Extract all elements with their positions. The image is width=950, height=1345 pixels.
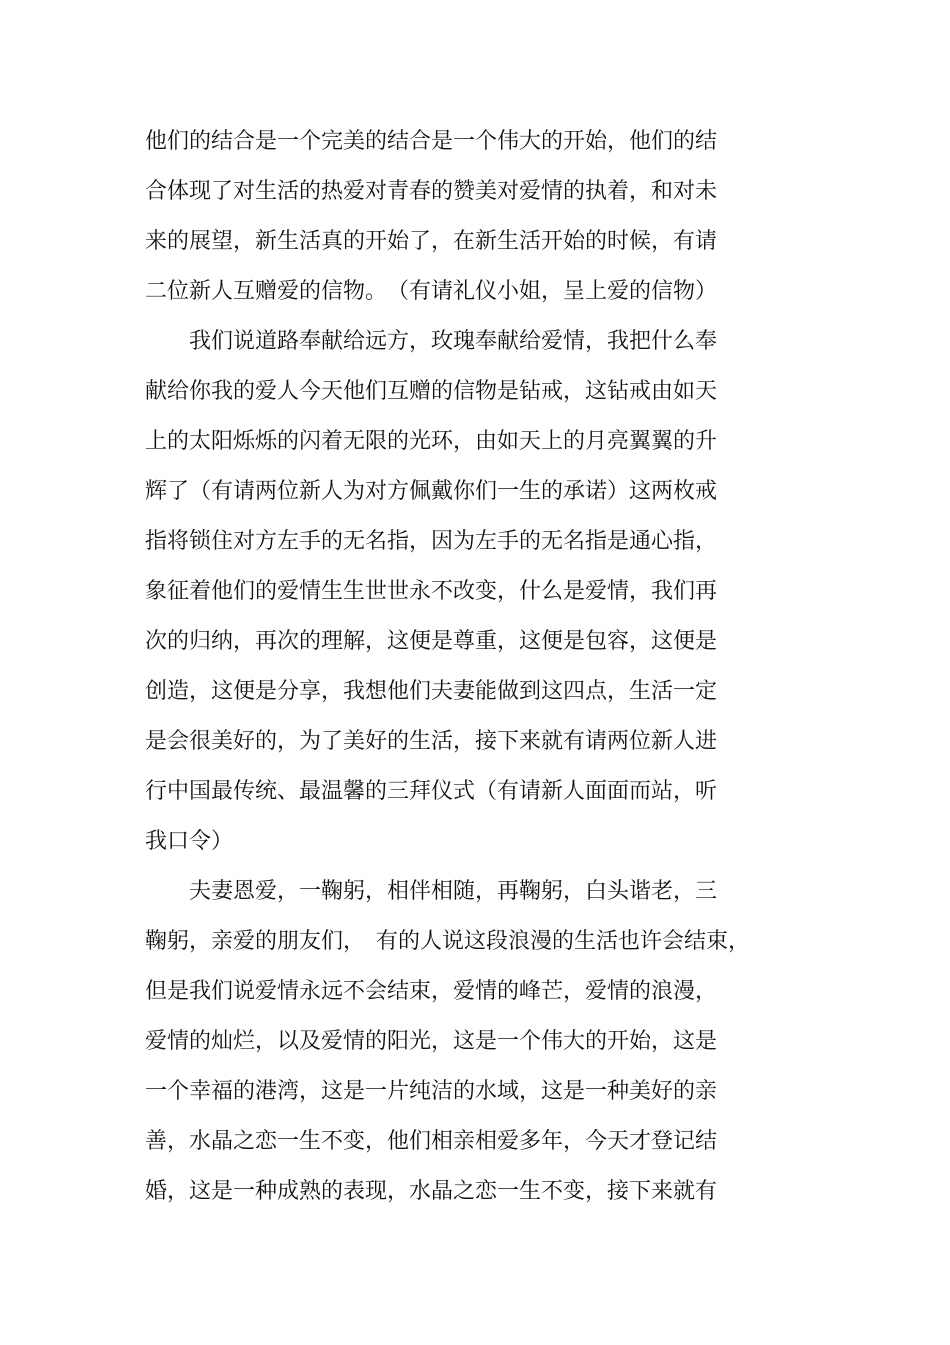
text-line: 善，水晶之恋一生不变，他们相亲相爱多年，今天才登记结: [145, 1129, 718, 1154]
text-line: 一个幸福的港湾，这是一片纯洁的水域，这是一种美好的亲: [145, 1079, 718, 1104]
text-line: 我口令）: [145, 829, 234, 854]
text-line: 二位新人互赠爱的信物。 （有请礼仪小姐，呈上爱的信物）: [145, 279, 718, 304]
text-line: 但是我们说爱情永远不会结束，爱情的峰芒，爱情的浪漫，: [145, 979, 718, 1004]
text-line: 次的归纳，再次的理解，这便是尊重，这便是包容，这便是: [145, 629, 718, 654]
text-line: 辉了（有请两位新人为对方佩戴你们一生的承诺）这两枚戒: [145, 479, 718, 504]
text-line: 我们说道路奉献给远方，玫瑰奉献给爱情，我把什么奉: [145, 329, 718, 354]
text-line: 来的展望，新生活真的开始了，在新生活开始的时候，有请: [145, 229, 718, 254]
text-line: 鞠躬，亲爱的朋友们， 有的人说这段浪漫的生活也许会结束，: [145, 929, 751, 954]
text-line: 指将锁住对方左手的无名指，因为左手的无名指是通心指，: [145, 529, 718, 554]
text-line: 上的太阳烁烁的闪着无限的光环，由如天上的月亮翼翼的升: [145, 429, 718, 454]
text-line: 象征着他们的爱情生生世世永不改变，什么是爱情，我们再: [145, 579, 718, 604]
text-line: 婚，这是一种成熟的表现，水晶之恋一生不变，接下来就有: [145, 1179, 718, 1204]
text-line: 创造，这便是分享，我想他们夫妻能做到这四点，生活一定: [145, 679, 718, 704]
text-line: 合体现了对生活的热爱对青春的赞美对爱情的执着，和对未: [145, 179, 718, 204]
text-line: 爱情的灿烂，以及爱情的阳光，这是一个伟大的开始，这是: [145, 1029, 718, 1054]
text-line: 行中国最传统、最温馨的三拜仪式（有请新人面面而站，听: [145, 779, 718, 804]
text-line: 献给你我的爱人今天他们互赠的信物是钻戒，这钻戒由如天: [145, 379, 718, 404]
body-text: [145, 117, 805, 1217]
text-line: 夫妻恩爱，一鞠躬，相伴相随，再鞠躬，白头谐老，三: [145, 879, 718, 904]
text-line: 是会很美好的，为了美好的生活，接下来就有请两位新人进: [145, 729, 718, 754]
text-line: 他们的结合是一个完美的结合是一个伟大的开始，他们的结: [145, 129, 718, 154]
